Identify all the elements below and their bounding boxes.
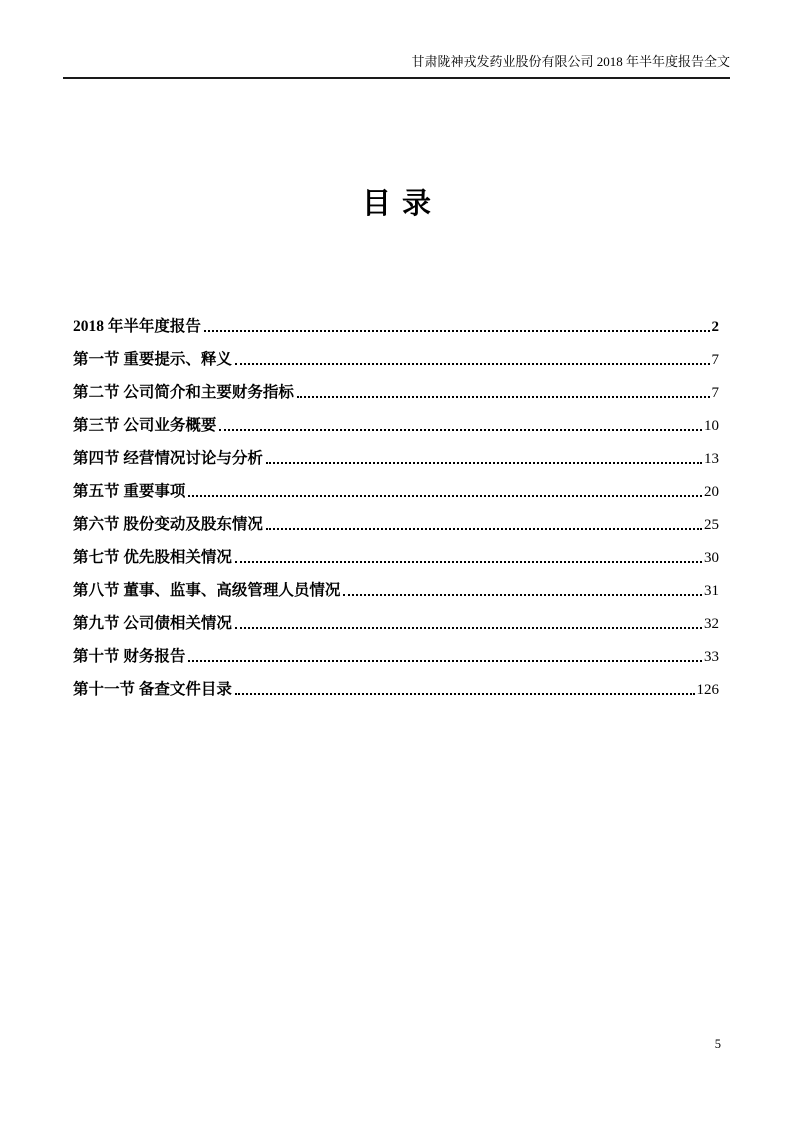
dot-leader xyxy=(297,396,710,398)
toc-entry[interactable] xyxy=(73,541,719,574)
toc-entry-label: 第一节 重要提示、释义 xyxy=(73,351,232,368)
dot-leader xyxy=(235,561,702,563)
toc-entry[interactable] xyxy=(73,475,719,508)
toc-entry-page: 2 xyxy=(711,319,719,335)
header-title: 甘肃陇神戎发药业股份有限公司 2018 年半年度报告全文 xyxy=(411,54,730,69)
toc-entry-label: 第十节 财务报告 xyxy=(73,648,186,665)
toc-entry[interactable] xyxy=(73,673,719,706)
toc-entry[interactable] xyxy=(73,574,719,607)
toc-entry-page: 13 xyxy=(704,451,719,467)
toc-entry-label: 第七节 优先股相关情况 xyxy=(73,549,232,566)
dot-leader xyxy=(235,693,695,695)
toc-entry[interactable] xyxy=(73,442,719,475)
page-footer xyxy=(715,1037,721,1052)
toc-entry[interactable] xyxy=(73,376,719,409)
toc-entry-page: 30 xyxy=(704,550,719,566)
dot-leader xyxy=(343,594,702,596)
dot-leader xyxy=(188,660,702,662)
toc-entry-label: 第六节 股份变动及股东情况 xyxy=(73,516,263,533)
dot-leader xyxy=(204,330,710,332)
page-title: 目录 xyxy=(361,188,442,220)
dot-leader xyxy=(219,429,702,431)
toc-entry-page: 31 xyxy=(704,583,719,599)
toc-entry-label: 第二节 公司简介和主要财务指标 xyxy=(73,384,294,401)
toc-entry-page: 20 xyxy=(704,484,719,500)
page-header xyxy=(63,52,730,79)
toc-entry-page: 126 xyxy=(696,682,719,698)
toc-entry[interactable] xyxy=(73,409,719,442)
table-of-contents xyxy=(73,310,719,706)
dot-leader xyxy=(235,627,702,629)
dot-leader xyxy=(188,495,702,497)
dot-leader xyxy=(235,363,710,365)
toc-entry[interactable] xyxy=(73,310,719,343)
toc-entry-label: 2018 年半年度报告 xyxy=(73,318,201,335)
toc-entry-label: 第五节 重要事项 xyxy=(73,483,186,500)
toc-entry-label: 第十一节 备查文件目录 xyxy=(73,681,232,698)
toc-entry-label: 第三节 公司业务概要 xyxy=(73,417,217,434)
toc-entry-page: 32 xyxy=(704,616,719,632)
toc-entry-page: 7 xyxy=(711,352,719,368)
toc-entry[interactable] xyxy=(73,343,719,376)
toc-entry-label: 第八节 董事、监事、高级管理人员情况 xyxy=(73,582,341,599)
toc-entry-page: 10 xyxy=(704,418,719,434)
toc-entry-page: 7 xyxy=(711,385,719,401)
toc-entry-page: 25 xyxy=(704,517,719,533)
dot-leader xyxy=(266,462,702,464)
toc-entry[interactable] xyxy=(73,607,719,640)
toc-entry-label: 第九节 公司债相关情况 xyxy=(73,615,232,632)
toc-entry[interactable] xyxy=(73,640,719,673)
toc-entry[interactable] xyxy=(73,508,719,541)
footer-page-number: 5 xyxy=(714,1037,721,1051)
toc-entry-page: 33 xyxy=(704,649,719,665)
toc-entry-label: 第四节 经营情况讨论与分析 xyxy=(73,450,263,467)
dot-leader xyxy=(266,528,702,530)
